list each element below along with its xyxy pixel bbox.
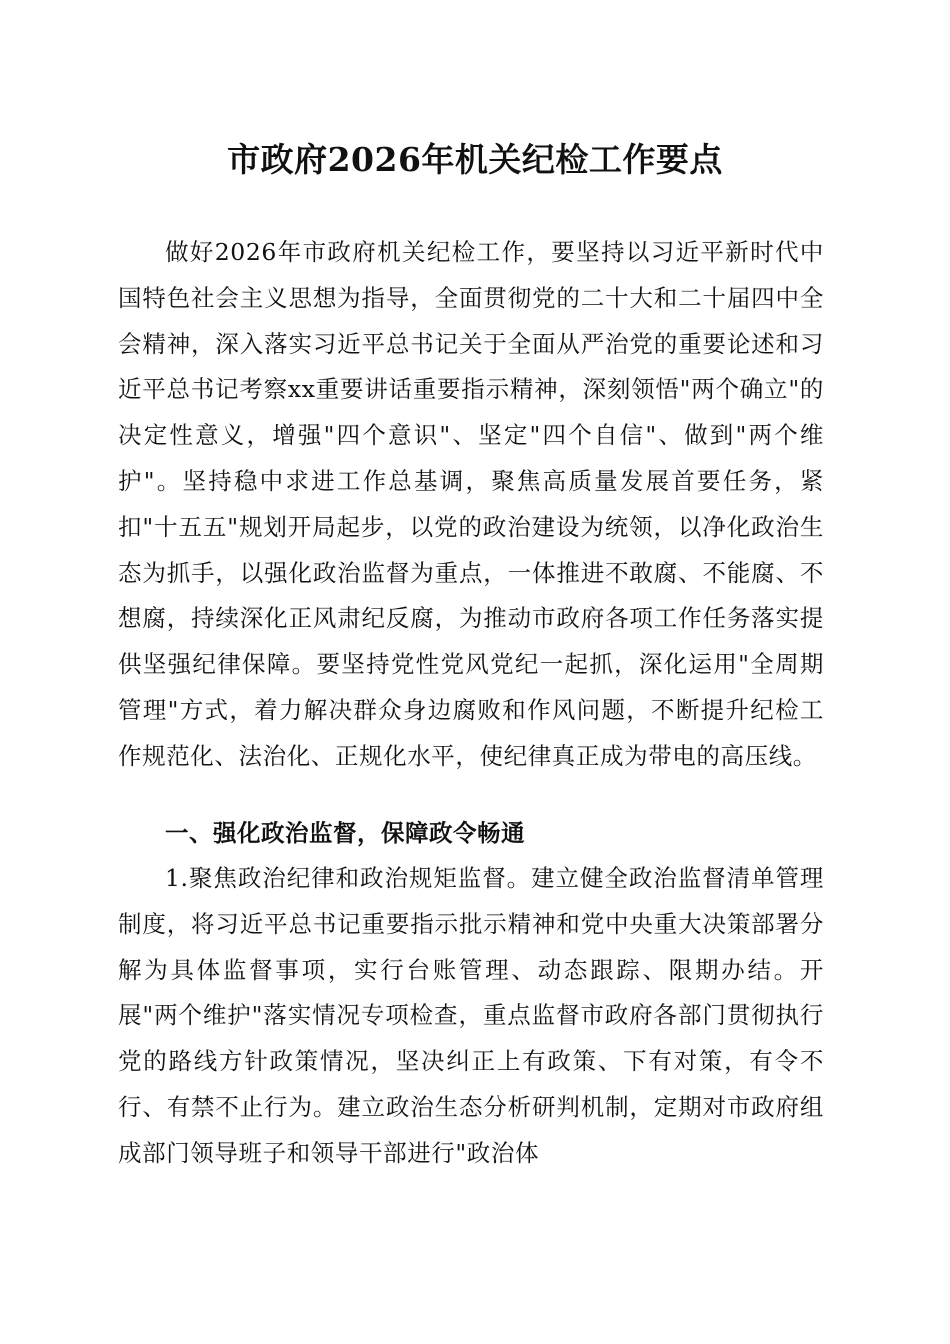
item-1-paragraph: 1.聚焦政治纪律和政治规矩监督。建立健全政治监督清单管理制度，将习近平总书记重要指示批示精神和党中央重大决策部署分解为具体监督事项，实行台账管理、动态跟踪、限期办结。开展"两个维护"落实情况专项检查，重点监督市政府各部门贯彻执行党的路线方针政策情况，坚决纠正上有政策、下有对策，有令不行、有禁不止行为。建立政治生态分析研判机制，定期对市政府组成部门领导班子和领导干部进行"政治体 — [118, 864, 824, 1167]
document-title: 市政府2026年机关纪检工作要点 — [227, 140, 723, 179]
section-heading-political-supervision: 一、强化政治监督，保障政令畅通 — [165, 819, 525, 847]
intro-paragraph: 做好2026年市政府机关纪检工作，要坚持以习近平新时代中国特色社会主义思想为指导，全面贯彻党的二十大和二十届四中全会精神，深入落实习近平总书记关于全面从严治党的重要论述和习近平总书记考察xx重要讲话重要指示精神，深刻领悟"两个确立"的决定性意义，增强"四个意识"、坚定"四个自信"、做到"两个维护"。坚持稳中求进工作总基调，聚焦高质量发展首要任务，紧扣"十五五"规划开局起步，以党的政治建设为统领，以净化政治生态为抓手，以强化政治监督为重点，一体推进不敢腐、不能腐、不想腐，持续深化正风肃纪反腐，为推动市政府各项工作任务落实提供坚强纪律保障。要坚持党性党风党纪一起抓，深化运用"全周期管理"方式，着力解决群众身边腐败和作风问题，不断提升纪检工作规范化、法治化、正规化水平，使纪律真正成为带电的高压线。 — [118, 238, 824, 770]
